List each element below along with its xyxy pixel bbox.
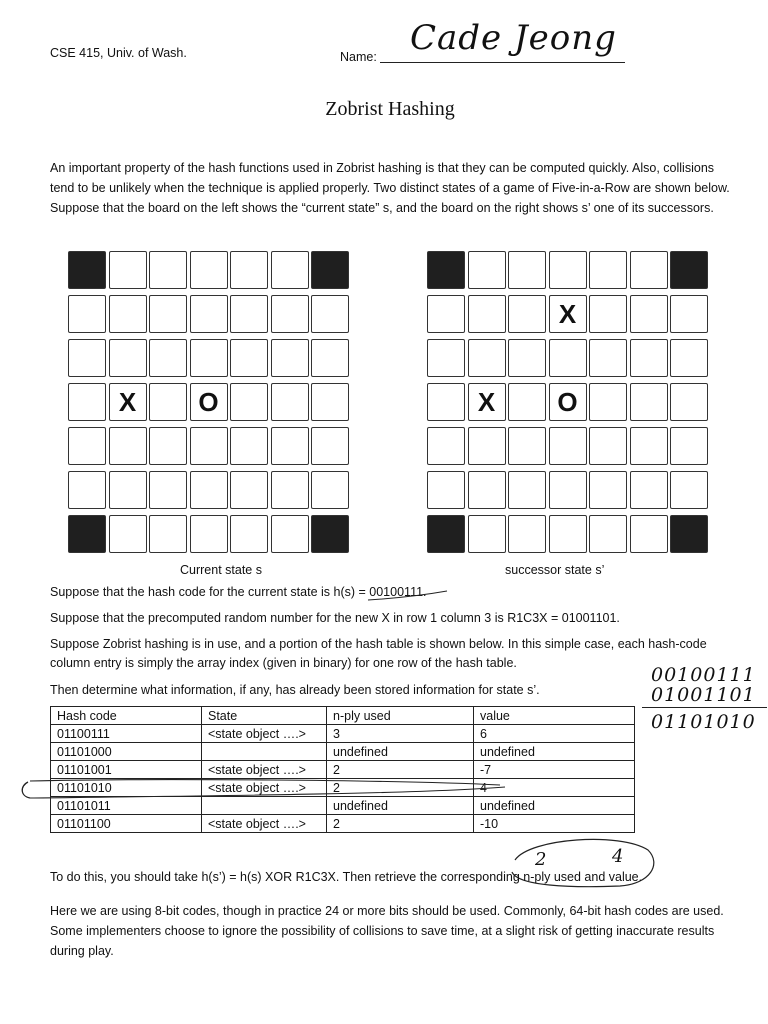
handwriting-value: 4 — [612, 846, 624, 867]
cell-value: -7 — [474, 761, 635, 779]
table-intro-line: Suppose Zobrist hashing is in use, and a portion of the hash table is shown below. In this simple case, each hash-code — [50, 637, 707, 651]
cell-nply: 2 — [327, 779, 474, 797]
board-mark-x: X — [109, 383, 147, 421]
cell-hash: 01101010 — [51, 779, 202, 797]
course-label: CSE 415, Univ. of Wash. — [50, 46, 187, 60]
name-label: Name: — [340, 50, 377, 64]
header-state: State — [202, 707, 327, 725]
board-caption-current: Current state s — [180, 563, 262, 577]
cell-hash: 01101000 — [51, 743, 202, 761]
cell-nply: 2 — [327, 815, 474, 833]
handwriting-hs: 00100111 — [651, 664, 756, 686]
cell-value: -10 — [474, 815, 635, 833]
cell-value: undefined — [474, 743, 635, 761]
page-title: Zobrist Hashing — [325, 98, 455, 120]
instruction-paragraph: To do this, you should take h(s’) = h(s) XOR R1C3X. Then retrieve the corresponding n-ply used and value. — [50, 870, 643, 884]
board-mark-x: X — [468, 383, 506, 421]
table-intro-line-2: column entry is simply the array index (given in binary) for one row of the hash table. — [50, 656, 517, 670]
question-line: Then determine what information, if any, has already been stored information for state s’. — [50, 683, 540, 697]
board-mark-o: O — [549, 383, 587, 421]
intro-paragraph: An important property of the hash functions used in Zobrist hashing is that they can be computed quickly. Also, collisions tend to be unlikely when the technique is applied properly. Two distinct states of a game of Five-in-a-Row are shown below. Suppose that the board on the left shows the “current state” s, and the board on the right shows s’ one of its successors. — [50, 161, 730, 215]
cell-hash: 01101100 — [51, 815, 202, 833]
note-paragraph: Here we are using 8-bit codes, though in practice 24 or more bits should be used. Commonly, 64-bit hash codes are used. Some implementers choose to ignore the possibility of collisions to save time, at a slight risk of getting inaccurate results during play. — [50, 904, 724, 958]
cell-state: <state object ….> — [202, 761, 327, 779]
cell-nply: 3 — [327, 725, 474, 743]
cell-hash: 01100111 — [51, 725, 202, 743]
cell-nply: 2 — [327, 761, 474, 779]
cell-hash: 01101011 — [51, 797, 202, 815]
handwriting-result: 01101010 — [651, 711, 756, 733]
cell-value: undefined — [474, 797, 635, 815]
cell-hash: 01101001 — [51, 761, 202, 779]
handwriting-r1c3x: 01001101 — [651, 684, 756, 706]
cell-state: <state object ….> — [202, 815, 327, 833]
hash-code-line: Suppose that the hash code for the current state is h(s) = 00100111. — [50, 585, 427, 599]
cell-state: <state object ….> — [202, 779, 327, 797]
cell-state: <state object ….> — [202, 725, 327, 743]
name-handwriting: Cade Jeong — [410, 18, 617, 58]
cell-value: 4 — [474, 779, 635, 797]
board-caption-successor: successor state s’ — [505, 563, 605, 577]
header-nply: n-ply used — [327, 707, 474, 725]
header-hash-code: Hash code — [51, 707, 202, 725]
handwriting-nply: 2 — [535, 849, 547, 870]
cell-nply: undefined — [327, 743, 474, 761]
cell-nply: undefined — [327, 797, 474, 815]
board-mark-x: X — [549, 295, 587, 333]
header-value: value — [474, 707, 635, 725]
cell-value: 6 — [474, 725, 635, 743]
board-mark-o: O — [190, 383, 228, 421]
random-number-line: Suppose that the precomputed random number for the new X in row 1 column 3 is R1C3X = 01001101. — [50, 611, 620, 625]
